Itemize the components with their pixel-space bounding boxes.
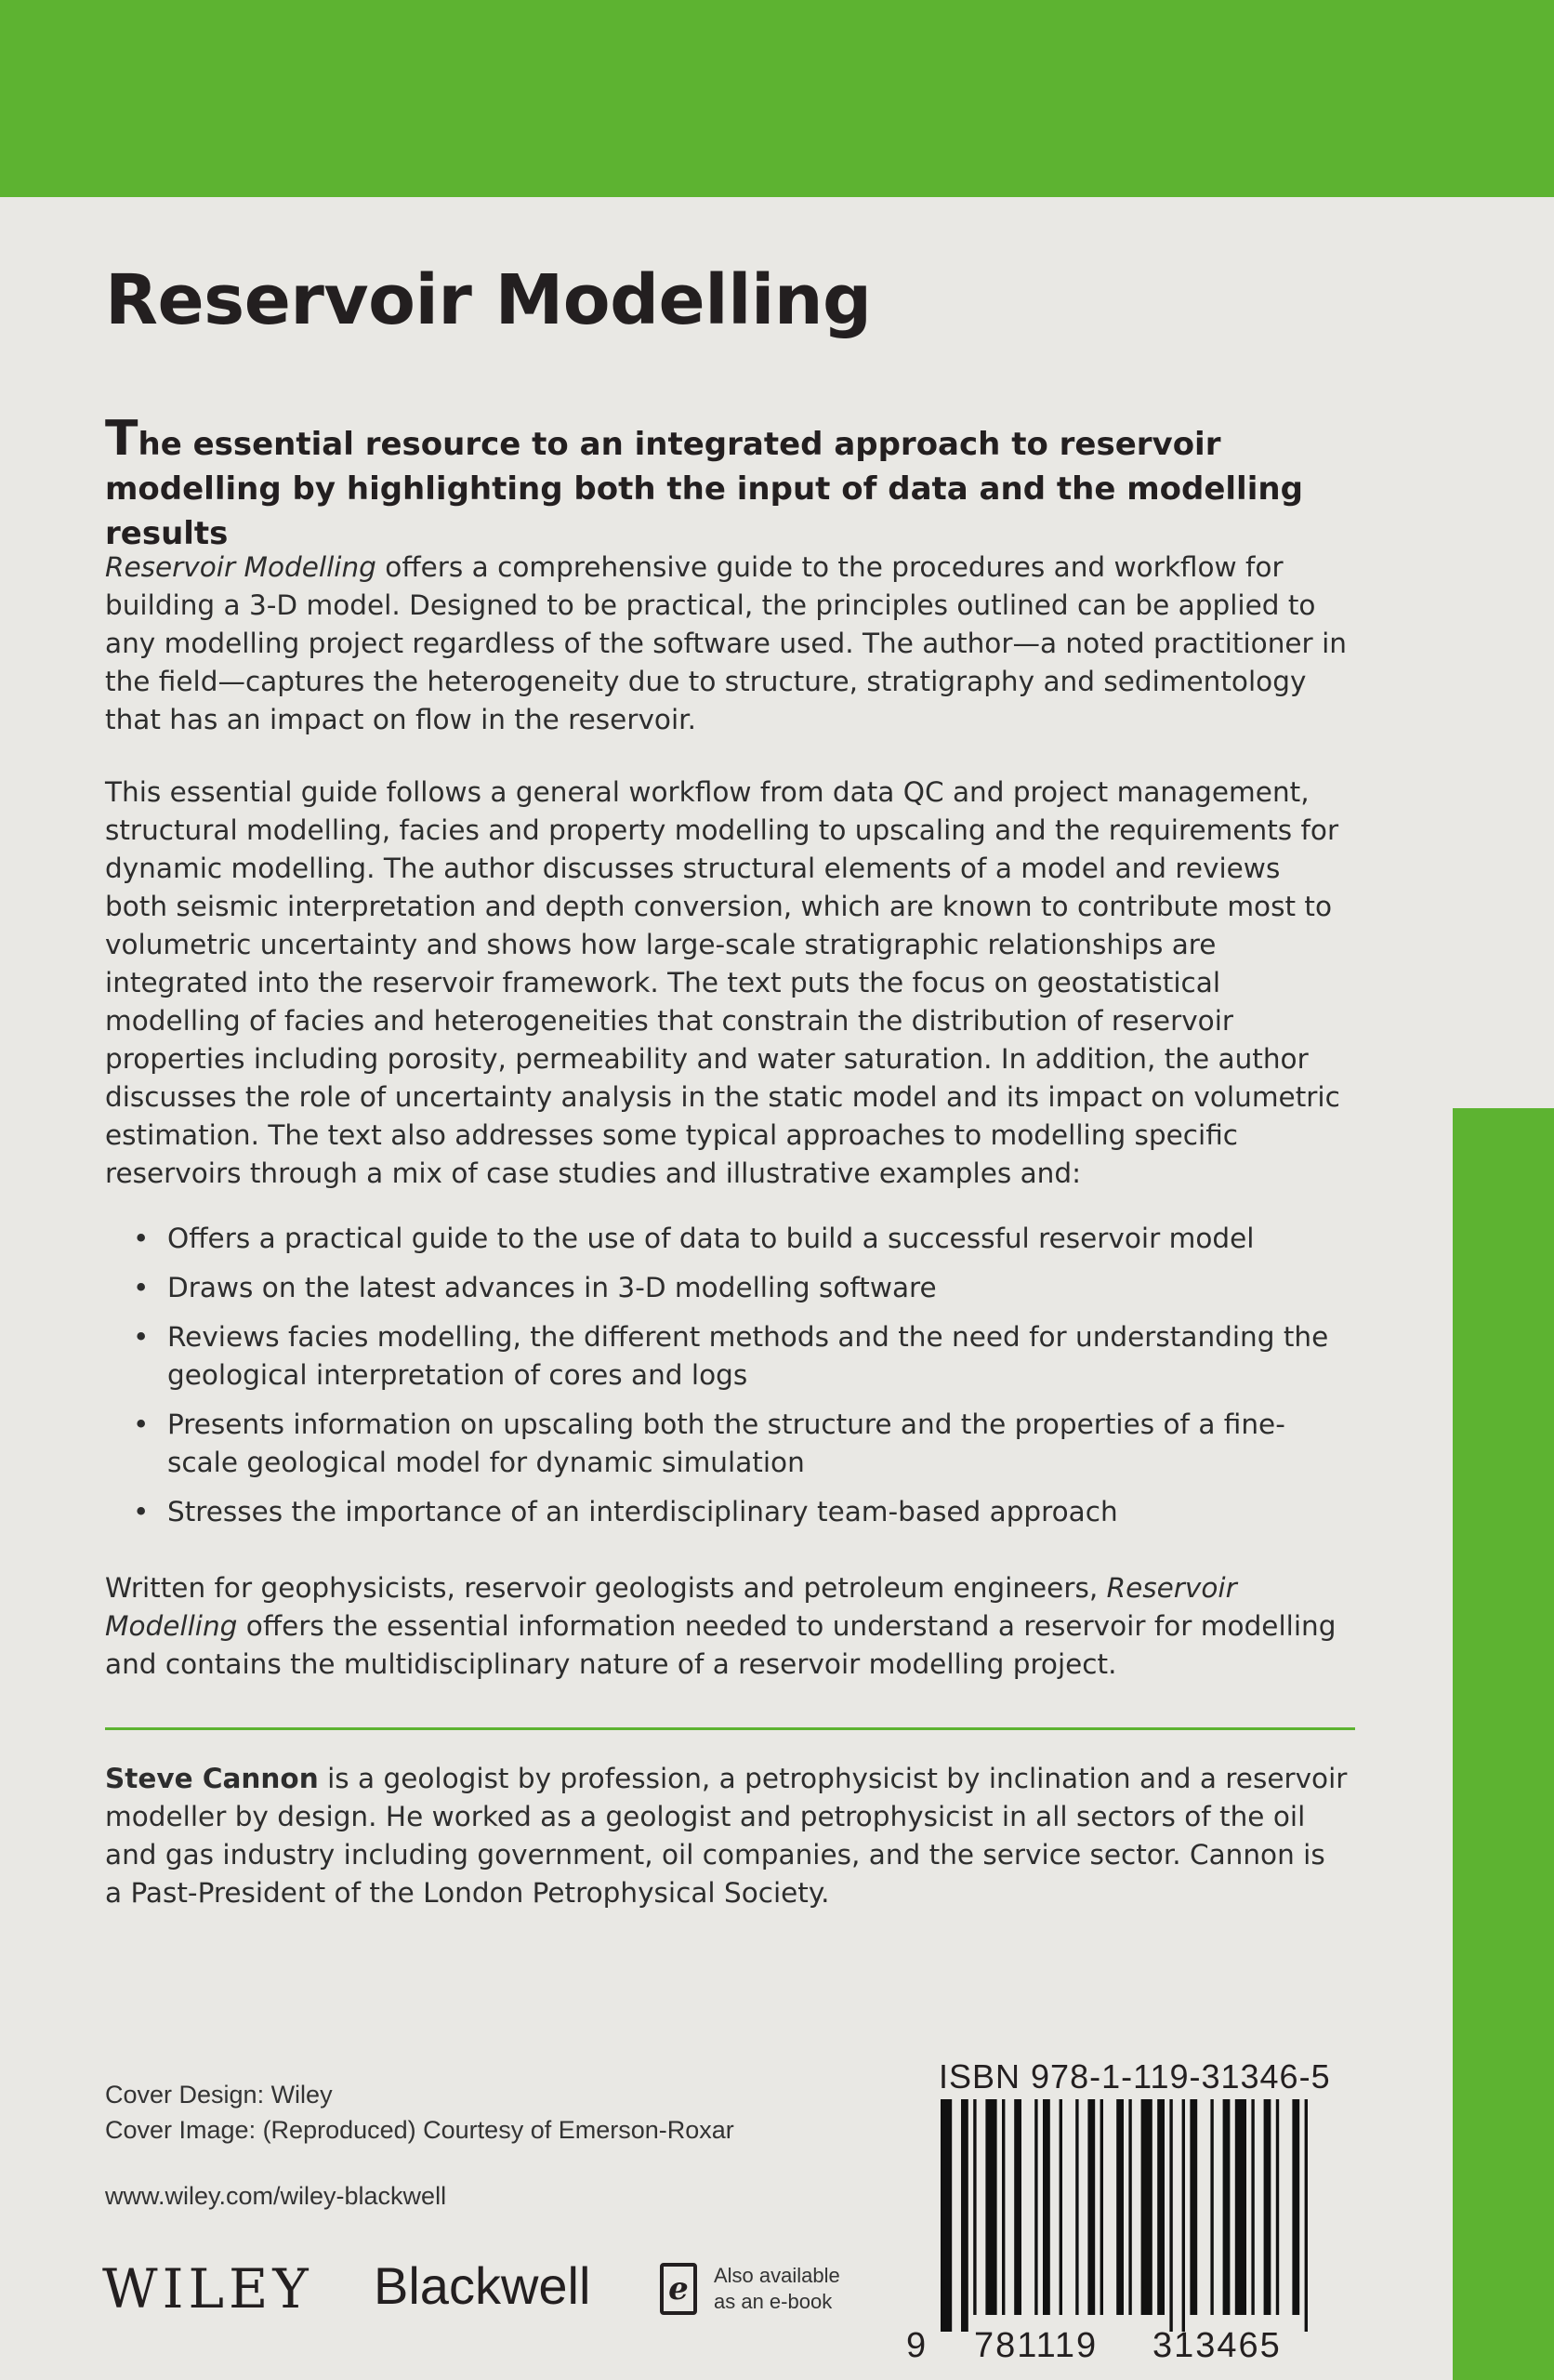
- barcode-bar: [961, 2099, 968, 2332]
- closing-paragraph: Written for geophysicists, reservoir geologists and petroleum engineers, Reservoir Modelling offers the essential information needed to understand a reservoir for modelling and contains the multidisciplinary nature of a reservoir modelling project.: [105, 1572, 1337, 1680]
- book-subtitle: [105, 411, 1313, 556]
- cover-design-credit: Cover Design: Wiley: [105, 2081, 333, 2109]
- barcode-bar: [1276, 2099, 1279, 2315]
- intro-text: offers a comprehensive guide to the procedures and workflow for building a 3-D model. Designed to be practical, the principles outlined can be applied to any modelling project regardless of the software used. The author—a noted practitioner in the field—captures the heterogeneity due to structure, stratigraphy and sedimentology that has an impact on flow in the reservoir.: [105, 551, 1347, 735]
- barcode-bar: [973, 2099, 976, 2315]
- section-divider: [105, 1727, 1355, 1730]
- subtitle-text: he essential resource to an integrated approach to reservoir modelling by highlighting both the input of data and the modelling results: [105, 426, 1303, 552]
- author-name: Steve Cannon: [105, 1763, 319, 1794]
- publisher-url: www.wiley.com/wiley-blackwell: [105, 2182, 447, 2210]
- barcode-bar: [1182, 2099, 1185, 2332]
- barcode-bar: [1002, 2099, 1005, 2315]
- list-item: • Draws on the latest advances in 3-D modelling software: [105, 1269, 1350, 1307]
- barcode-bar: [1169, 2099, 1172, 2332]
- barcode-digits-left: 781119: [974, 2326, 1099, 2365]
- side-color-band: [1453, 1108, 1554, 2380]
- barcode-bar: [1100, 2099, 1103, 2315]
- top-color-band: [0, 0, 1554, 197]
- barcode-bar: [1141, 2099, 1152, 2315]
- book-title: Reservoir Modelling: [105, 260, 872, 340]
- barcode-bar: [1043, 2099, 1050, 2315]
- list-item: • Presents information on upscaling both the structure and the properties of a fine-scale geological model for dynamic simulation: [105, 1406, 1350, 1482]
- barcode-bar: [1235, 2099, 1246, 2315]
- barcode-digit-lead: 9: [906, 2326, 928, 2365]
- isbn-label: ISBN 978-1-119-31346-5: [939, 2057, 1331, 2096]
- barcode-bar: [1292, 2099, 1299, 2315]
- barcode-bar: [1264, 2099, 1271, 2315]
- bullet-icon: •: [133, 1408, 150, 1440]
- closing-italic-title: Reservoir Modelling: [105, 1572, 1237, 1642]
- feature-list: [105, 1220, 1350, 1542]
- body-paragraph: This essential guide follows a general workflow from data QC and project management, structural modelling, facies and property modelling to upscaling and the requirements for dynamic modelling. The author discusses structural elements of a model and reviews both seismic interpretation and depth conversion, which are known to contribute most to volumetric uncertainty and shows how large-scale stratigraphic relationships are integrated into the reservoir framework. The text puts the focus on geostatistical modelling of facies and heterogeneities that constrain the distribution of reservoir properties including porosity, permeability and water saturation. In addition, the author discusses the role of uncertainty analysis in the static model and its impact on volumetric estimation. The text also addresses some typical approaches to modelling specific reservoirs through a mix of case studies and illustrative examples and:: [105, 776, 1340, 1189]
- barcode-bar: [1060, 2099, 1062, 2315]
- isbn-barcode: [939, 2099, 1310, 2332]
- list-item: • Reviews facies modelling, the different methods and the need for understanding the geological interpretation of cores and logs: [105, 1318, 1350, 1395]
- author-bio: Steve Cannon is a geologist by profession, a petrophysicist by inclination and a reservoir modeller by design. He worked as a geologist and petrophysicist in all sectors of the oil and gas industry including government, oil companies, and the service sector. Cannon is a Past-President of the London Petrophysical Society.: [105, 1763, 1348, 1909]
- bullet-icon: •: [133, 1223, 150, 1254]
- ebook-icon: e: [660, 2263, 697, 2315]
- barcode-bar: [1305, 2099, 1308, 2332]
- barcode-bar: [1128, 2099, 1131, 2315]
- intro-paragraph: [105, 549, 1350, 739]
- bullet-icon: •: [133, 1272, 150, 1303]
- barcode-bar: [1116, 2099, 1124, 2315]
- list-item: • Offers a practical guide to the use of data to build a successful reservoir model: [105, 1220, 1350, 1258]
- blackwell-logo: Blackwell: [374, 2256, 591, 2315]
- barcode-bar: [1210, 2099, 1213, 2315]
- barcode-digits-right: 313465: [1152, 2326, 1282, 2365]
- barcode-bar: [1223, 2099, 1231, 2315]
- bullet-icon: •: [133, 1496, 150, 1527]
- cover-image-credit: Cover Image: (Reproduced) Courtesy of Emerson-Roxar: [105, 2116, 734, 2144]
- bullet-icon: •: [133, 1321, 150, 1353]
- subtitle-dropcap: T: [105, 411, 138, 467]
- barcode-bar: [1034, 2099, 1037, 2315]
- wiley-logo: WILEY: [102, 2257, 313, 2320]
- barcode-bar: [1087, 2099, 1095, 2315]
- list-item: • Stresses the importance of an interdisciplinary team-based approach: [105, 1493, 1350, 1531]
- barcode-bar: [941, 2099, 952, 2332]
- barcode-bar: [1190, 2099, 1197, 2315]
- barcode-bar: [1157, 2099, 1165, 2315]
- barcode-bar: [1251, 2099, 1254, 2315]
- barcode-bar: [985, 2099, 996, 2315]
- barcode-bar: [1075, 2099, 1078, 2315]
- barcode-bar: [1014, 2099, 1021, 2315]
- intro-italic-title: Reservoir Modelling: [105, 551, 376, 583]
- ebook-availability: Also available as an e-book: [714, 2264, 840, 2313]
